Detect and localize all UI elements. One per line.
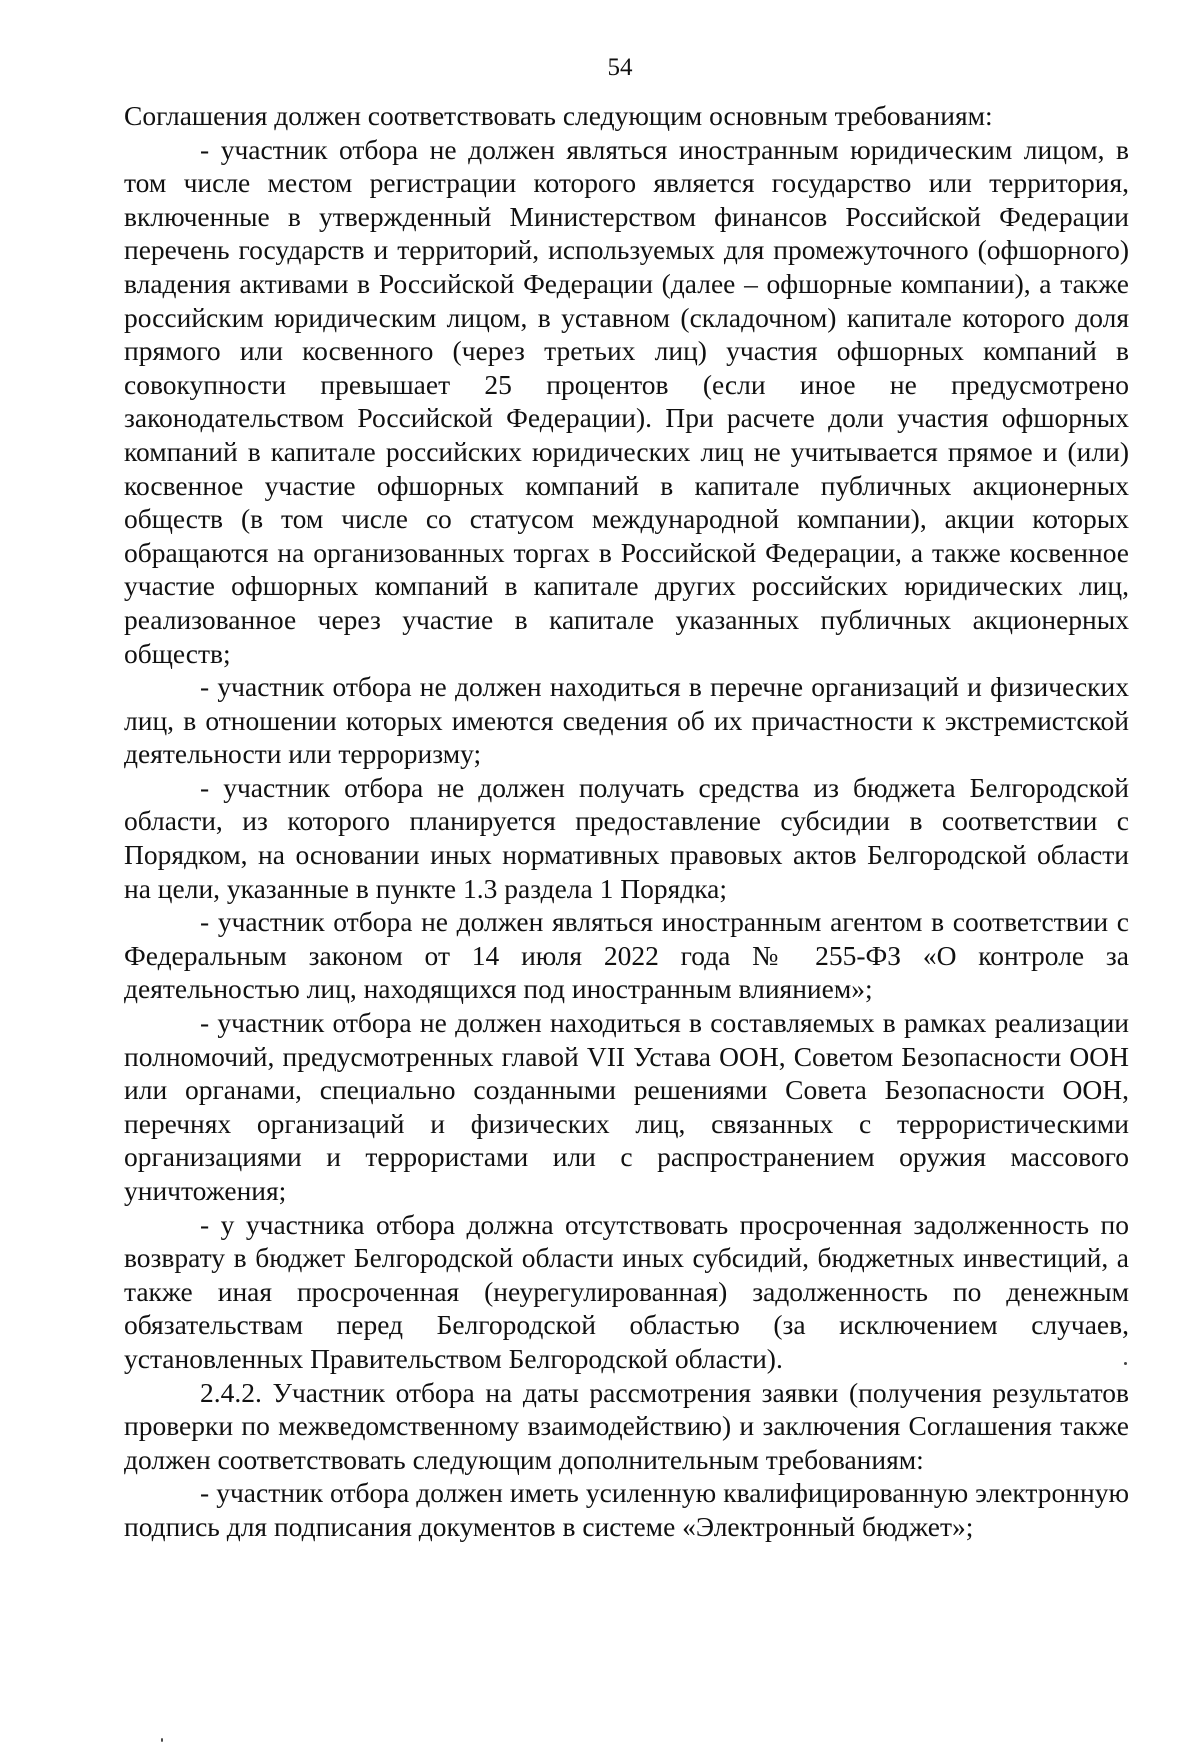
paragraph-extremism-requirement: - участник отбора не должен находиться в перечне организаций и физических лиц, в отношении которых имеются сведения об их причастности к экстремистской деятельности или терроризму; bbox=[124, 671, 1129, 770]
page-number: 54 bbox=[607, 54, 633, 81]
paragraph-signature-requirement: - участник отбора должен иметь усиленную квалифицированную электронную подпись для подписания документов в системе «Электронный бюджет»; bbox=[124, 1477, 1129, 1542]
paragraph-section-2-4-2: 2.4.2. Участник отбора на даты рассмотрения заявки (получения результатов проверки по межведомственному взаимодействию) и заключения Соглашения также должен соответствовать следующим дополнительным требованиям: bbox=[124, 1376, 1129, 1475]
document-body bbox=[124, 99, 1129, 1544]
paragraph-continuation: Соглашения должен соответствовать следующим основным требованиям: bbox=[124, 100, 993, 131]
paragraph-offshore-requirement: - участник отбора не должен являться иностранным юридическим лицом, в том числе местом регистрации которого является государство или территория, включенные в утвержденный Министерством финансов Российской Федерации перечень государств и территорий, используемых для промежуточного (офшорного) владения активами в Российской Федерации (далее – офшорные компании), а также российским юридическим лицом, в уставном (складочном) капитале которого доля прямого или косвенного (через третьих лиц) участия офшорных компаний в совокупности превышает 25 процентов (если иное не предусмотрено законодательством Российской Федерации). При расчете доли участия офшорных компаний в капитале российских юридических лиц не учитывается прямое и (или) косвенное участие офшорных компаний в капитале публичных акционерных обществ (в том числе со статусом международной компании), акции которых обращаются на организованных торгах в Российской Федерации, а также косвенное участие офшорных компаний в капитале других российских юридических лиц, реализованное через участие в капитале указанных публичных акционерных обществ; bbox=[124, 133, 1129, 669]
paragraph-un-lists-requirement: - участник отбора не должен находиться в составляемых в рамках реализации полномочий, предусмотренных главой VII Устава ООН, Советом Безопасности ООН или органами, специально созданными решениями Совета Безопасности ООН, перечнях организаций и физических лиц, связанных с террористическими организациями и террористами или с распространением оружия массового уничтожения; bbox=[124, 1007, 1129, 1206]
paragraph-foreign-agent-requirement: - участник отбора не должен являться иностранным агентом в соответствии с Федеральным законом от 14 июля 2022 года № 255-ФЗ «О контроле за деятельностью лиц, находящихся под иностранным влиянием»; bbox=[124, 906, 1129, 1005]
scan-speck bbox=[1124, 1362, 1127, 1365]
scan-speck bbox=[161, 1738, 163, 1742]
paragraph-budget-funds-requirement: - участник отбора не должен получать средства из бюджета Белгородской области, из которого планируется предоставление субсидии в соответствии с Порядком, на основании иных нормативных правовых актов Белгородской области на цели, указанные в пункте 1.3 раздела 1 Порядка; bbox=[124, 771, 1129, 904]
paragraph-debt-requirement: - у участника отбора должна отсутствовать просроченная задолженность по возврату в бюджет Белгородской области иных субсидий, бюджетных инвестиций, а также иная просроченная (неурегулированная) задолженность по денежным обязательствам перед Белгородской областью (за исключением случаев, установленных Правительством Белгородской области). bbox=[124, 1208, 1129, 1374]
